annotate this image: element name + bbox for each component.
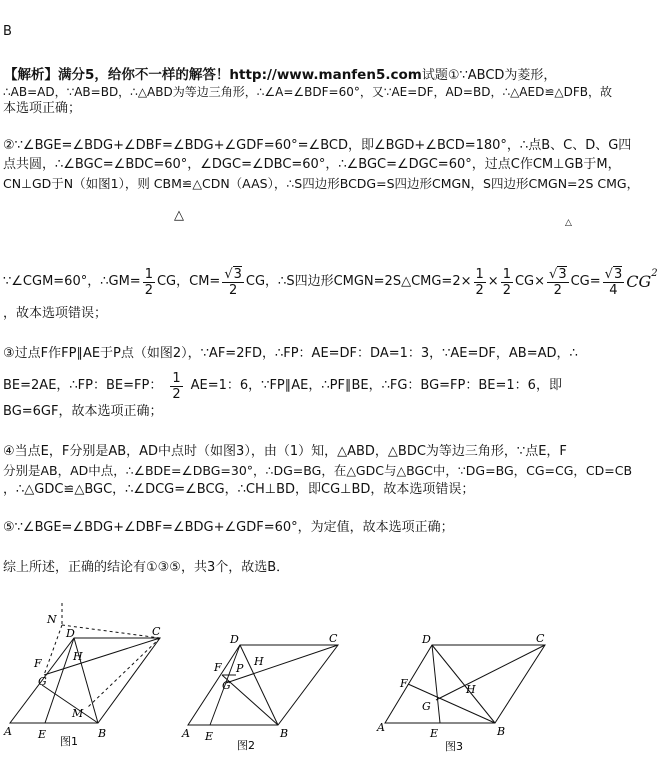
analysis-tag: 【解析】满分5，给你不一样的解答！http://www.manfen5.com — [4, 67, 422, 83]
fig2-point-H: H — [254, 655, 264, 668]
fig2-point-E: E — [205, 730, 214, 743]
fig3-line-db — [432, 645, 495, 723]
triangle-mark-small: △ — [565, 218, 572, 228]
answer-label: B — [3, 24, 12, 39]
frac-sqrt3-4: $\frac{√3}{4}$ — [604, 266, 623, 298]
fig1-dash-cm — [88, 638, 160, 707]
item3-line3: BG=6GF，故本选项正确； — [3, 404, 163, 419]
fig3-point-H: H — [466, 683, 476, 696]
item2-line3: CN⊥GD于N（如图1），则 CBM≌△CDN（AAS），∴S四边形BCDG=S四边形CMGN，S四边形CMGN=2S CMG， — [3, 176, 640, 191]
fig3-line-ed — [432, 645, 440, 723]
item2-line2: 点共圆，∴∠BGC=∠BDC=60°，∠DGC=∠DBC=60°，∴∠BGC=∠DGC=60°，过点C作CM⊥GB于M， — [3, 157, 621, 172]
fig2-point-P: P — [236, 662, 244, 675]
item3-line2 — [3, 366, 562, 406]
fig3-point-C: C — [536, 632, 545, 645]
item4-line2: 分别是AB，AD中点，∴∠BDE=∠DBG=30°，∴DG=BG，在△GDC与△BGC中，∵DG=BG，CG=CG，CD=CB — [3, 463, 633, 478]
item2-wrong: ，故本选项错误； — [3, 306, 108, 321]
frac-half-3: $\frac{1}{2}$ — [502, 266, 511, 298]
item1-line3: 本选项正确； — [3, 101, 82, 116]
item1-line2: ∴AB=AD，∵AB=BD，∴△ABD为等边三角形，∴∠A=∠BDF=60°，又∵AE=DF，AD=BD，∴△AED≌△DFB，故 — [3, 85, 612, 99]
fig3-point-F: F — [400, 677, 408, 690]
fig1-point-A: A — [4, 725, 12, 738]
frac-half-2: $\frac{1}{2}$ — [475, 266, 484, 298]
fig3-point-B: B — [497, 725, 506, 738]
figure-1 — [10, 603, 160, 723]
fig1-line-gc — [44, 638, 160, 675]
formula-part-g: CG — [626, 272, 652, 291]
fig3-point-G: G — [422, 700, 431, 713]
fig1-point-H: H — [73, 650, 83, 663]
frac-sqrt3-2-2: $\frac{√3}{2}$ — [549, 266, 567, 298]
power-2: 2 — [651, 268, 658, 279]
fig1-point-M: M — [72, 707, 84, 720]
formula-part-b: CG，CM= — [156, 274, 221, 289]
conclusion: 综上所述，正确的结论有①③⑤，共3个，故选B． — [3, 560, 290, 575]
fig1-point-B: B — [98, 727, 107, 740]
fig1-point-C: C — [152, 625, 161, 638]
fig1-rhombus — [10, 638, 160, 723]
item2-line1: ②∵∠BGE=∠BDG+∠DBF=∠BDG+∠GDF=60°=∠BCD，即∠BGD+∠BCD=180°，∴点B、C、D、G四 — [3, 138, 632, 153]
item5-line1: ⑤∵∠BGE=∠BDG+∠DBF=∠BDG+∠GDF=60°，为定值，故本选项正确； — [3, 520, 454, 535]
figures-panel — [0, 595, 630, 781]
triangle-mark: △ — [174, 208, 184, 223]
fig1-point-F: F — [34, 657, 42, 670]
fig3-point-A: A — [377, 721, 385, 734]
item3-line2b: AE=1：6，∵FP∥AE，∴PF∥BE，∴FG：BG=FP：BE=1：6，即 — [190, 378, 562, 393]
analysis-lead-rest: 试题①∵ABCD为菱形， — [421, 68, 557, 83]
analysis-lead — [4, 64, 556, 84]
item4-line3: ，∴△GDC≌△BGC，∴∠DCG=∠BCG，∴CH⊥BD，即CG⊥BD，故本选项错误； — [3, 482, 475, 497]
frac-half-1: $\frac{1}{2}$ — [144, 266, 153, 298]
fig1-point-G: G — [38, 675, 47, 688]
fig3-caption: 图3 — [445, 740, 463, 753]
fig3-point-D: D — [422, 633, 431, 646]
frac-half-item3: $\frac{1}{2}$ — [172, 370, 181, 402]
fig2-point-F: F — [214, 661, 222, 674]
fig2-point-B: B — [280, 727, 289, 740]
fig3-line-gc — [436, 645, 545, 700]
fig2-point-G: G — [222, 679, 231, 692]
fig1-point-N: N — [47, 613, 57, 626]
fig2-point-A: A — [182, 727, 190, 740]
fig3-point-E: E — [430, 727, 439, 740]
figure-3 — [385, 645, 545, 723]
fig1-caption: 图1 — [60, 735, 78, 748]
formula-part-d: × — [487, 274, 499, 289]
item3-line1: ③过点F作FP∥AE于P点（如图2），∵AF=2FD，∴FP：AE=DF：DA=1：3，∵AE=DF，AB=AD，∴ — [3, 346, 578, 361]
fig2-point-C: C — [329, 632, 338, 645]
fig1-dash-nc — [62, 625, 160, 638]
item4-line1: ④当点E，F分别是AB，AD中点时（如图3），由（1）知，△ABD，△BDC为等边三角形，∵点E，F — [3, 444, 567, 459]
frac-sqrt3-2-1: $\frac{√3}{2}$ — [224, 266, 242, 298]
formula-part-c: CG，∴S四边形CMGN=2S△CMG=2× — [245, 274, 472, 289]
fig2-point-D: D — [230, 633, 239, 646]
fig1-line-fb — [42, 685, 98, 723]
fig1-line-ed — [45, 638, 74, 723]
fig2-caption: 图2 — [237, 739, 255, 752]
fig1-point-D: D — [66, 627, 75, 640]
formula-part-a: ∵∠CGM=60°，∴GM= — [3, 274, 141, 289]
item2-formula — [3, 260, 658, 304]
item3-line2a: BE=2AE，∴FP：BE=FP： — [3, 378, 163, 393]
fig1-point-E: E — [38, 728, 47, 741]
formula-part-e: CG× — [514, 274, 546, 289]
formula-part-f: CG= — [570, 274, 601, 289]
fig1-dash-ng — [44, 625, 62, 675]
